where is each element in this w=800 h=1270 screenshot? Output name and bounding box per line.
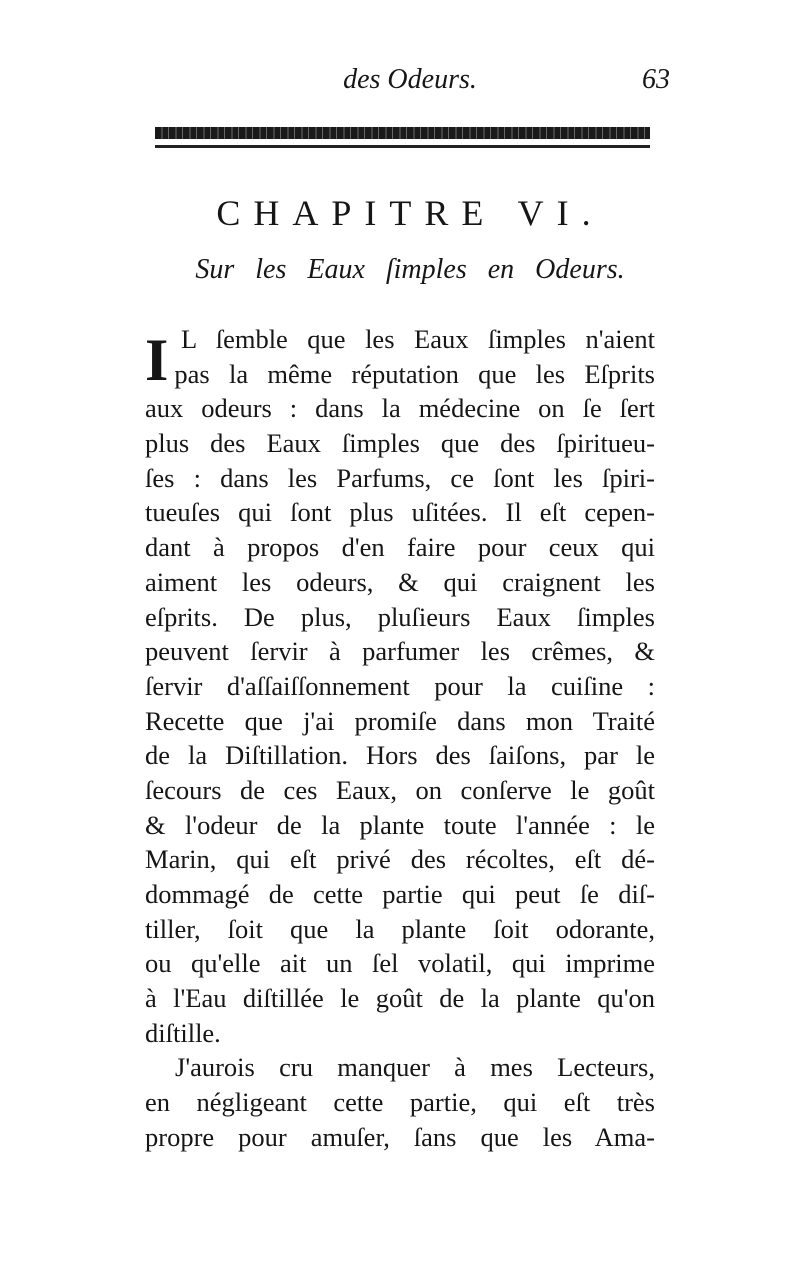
text-line: J'aurois cru manquer à mes Lecteurs,	[175, 1052, 655, 1083]
drop-cap: I	[145, 327, 169, 393]
text-line: dommagé de cette partie qui peut ſe diſ-	[145, 879, 655, 909]
text-line: en négligeant cette partie, qui eſt très	[145, 1087, 655, 1118]
text-line: aux odeurs : dans la médecine on ſe ſert	[145, 393, 655, 424]
text-line: peuvent ſervir à parfumer les crêmes, &	[145, 636, 655, 667]
rule-line	[155, 145, 650, 148]
text-line: propre pour amuſer, ſans que les Ama-	[145, 1121, 655, 1152]
ornamental-rule	[155, 127, 650, 139]
text-line: aiment les odeurs, & qui craignent les	[145, 566, 655, 597]
text-line: Marin, qui eſt privé des récoltes, eſt dé-	[145, 844, 655, 875]
text-line: tiller, ſoit que la plante ſoit odorante,	[145, 913, 655, 944]
text-line: ſervir d'aſſaiſſonnement pour la cuiſine :	[145, 670, 655, 701]
text-line: pas la même réputation que les Eſprits	[174, 358, 655, 389]
text-line: ou qu'elle ait un ſel volatil, qui imprime	[145, 948, 655, 979]
text-line: dant à propos d'en faire pour ceux qui	[145, 532, 655, 563]
chapter-subtitle: Sur les Eaux ſimples en Odeurs.	[195, 254, 625, 285]
text-line: plus des Eaux ſimples que des ſpiritueu-	[145, 428, 655, 459]
running-head	[150, 58, 670, 98]
text-line: diſtille.	[145, 1017, 221, 1048]
text-line: & l'odeur de la plante toute l'année : le	[145, 809, 655, 840]
text-line: eſprits. De plus, pluſieurs Eaux ſimples	[145, 601, 655, 632]
running-title: des Odeurs.	[343, 64, 477, 95]
body-text	[145, 322, 655, 1155]
text-line: tueuſes qui ſont plus uſitées. Il eſt cepen-	[145, 497, 655, 528]
chapter-title: CHAPITRE VI.	[216, 193, 604, 233]
text-line: de la Diſtillation. Hors des ſaiſons, par le	[145, 740, 655, 771]
text-line: L ſemble que les Eaux ſimples n'aient	[181, 324, 655, 354]
text-line: ſecours de ces Eaux, on conſerve le goût	[145, 774, 655, 805]
text-line: à l'Eau diſtillée le goût de la plante qu'on	[145, 983, 655, 1014]
text-line: ſes : dans les Parfums, ce ſont les ſpiri-	[145, 462, 655, 493]
text-line: Recette que j'ai promiſe dans mon Traité	[145, 705, 655, 736]
page-number: 63	[642, 64, 670, 95]
